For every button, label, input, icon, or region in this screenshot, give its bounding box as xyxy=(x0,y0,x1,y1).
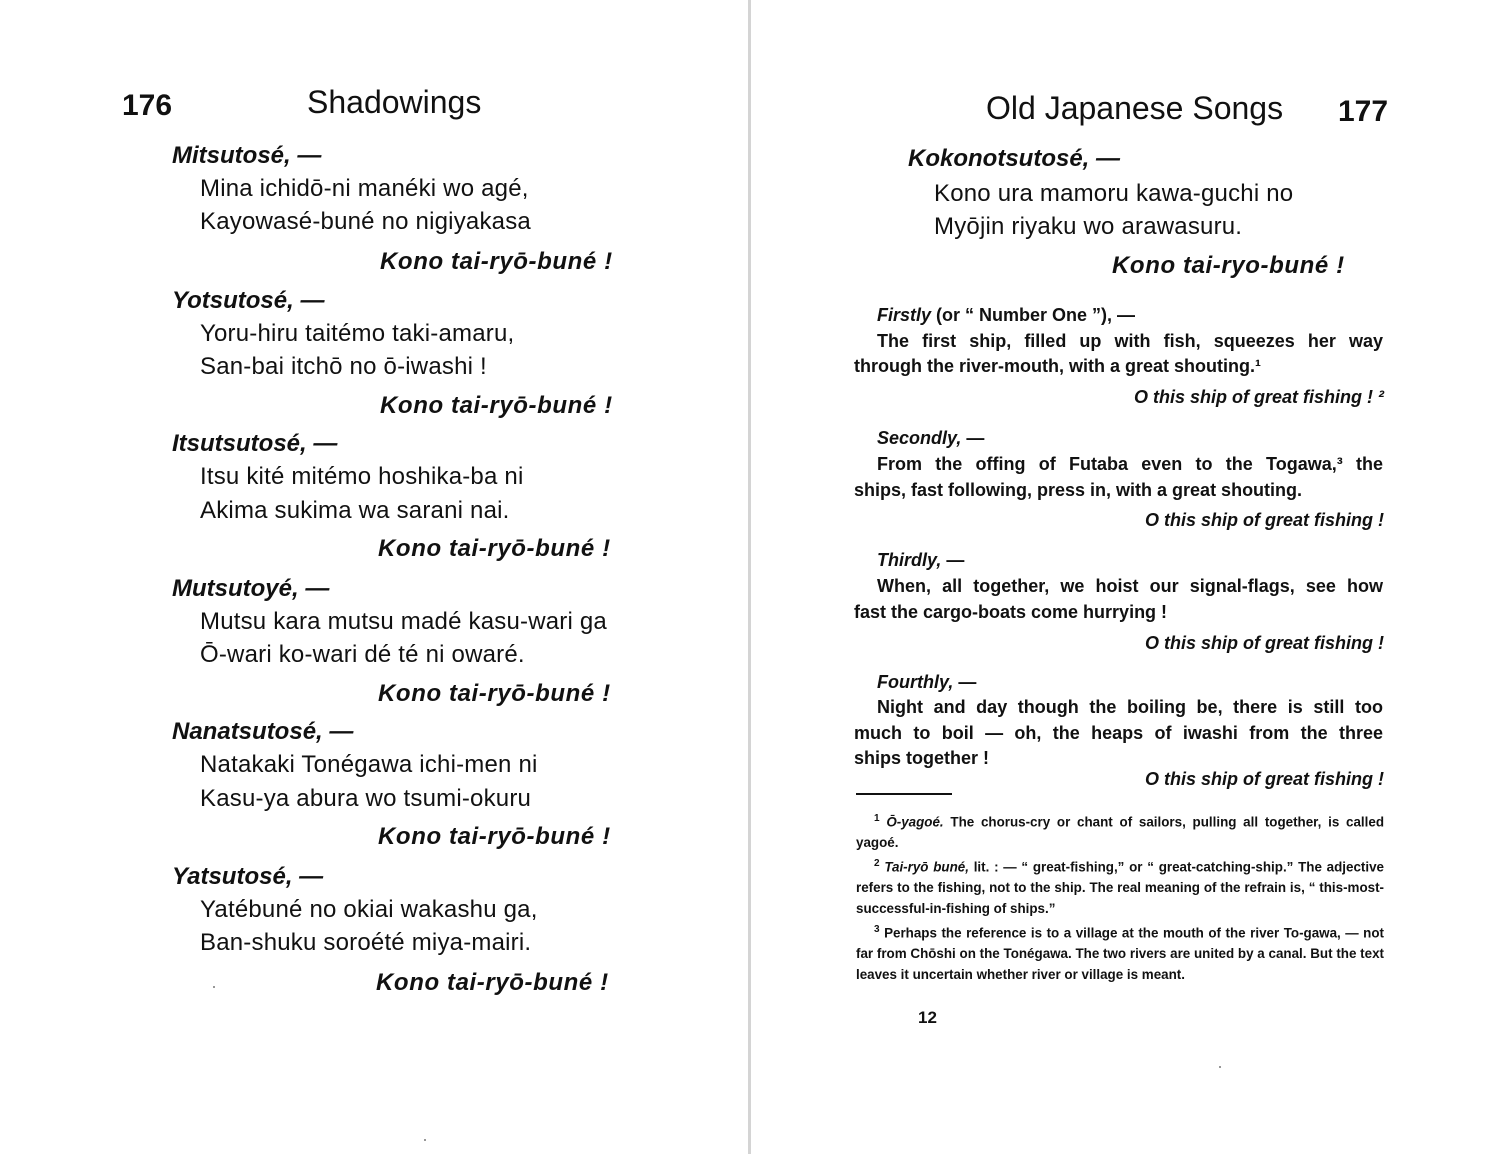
verse-line: Kayowasé-buné no nigiyakasa xyxy=(200,208,531,235)
translation-refrain: O this ship of great fishing ! xyxy=(1144,633,1384,653)
refrain: Kono tai-ryō-buné ! xyxy=(380,392,613,419)
translation-heading: Thirdly, — xyxy=(877,550,965,570)
translation-line: much to boil — oh, the heaps of iwashi from the three xyxy=(854,723,1383,743)
stanza-title: Yotsutosé, — xyxy=(172,287,325,314)
verse-line: Yatébuné no okiai wakashu ga, xyxy=(200,896,538,923)
right-running-head: Old Japanese Songs xyxy=(986,90,1284,126)
verse-line: Ō-wari ko-wari dé té ni owaré. xyxy=(200,641,525,668)
verse-line: Yoru-hiru taitémo taki-amaru, xyxy=(200,320,515,347)
refrain: Kono tai-ryo-buné ! xyxy=(1112,252,1345,279)
footnote-3: $^3$ Perhaps the reference is to a village at the mouth of the river To-gawa, — not far from Chōshi on the Tonégawa. The two rivers are united by a canal. But the text leaves it uncertain whether river or village is meant. xyxy=(856,924,1384,983)
translation-line: ships, fast following, press in, with a great shouting. xyxy=(854,480,1303,500)
translation-line: through the river-mouth, with a great shouting.¹ xyxy=(854,356,1261,376)
left-page xyxy=(0,0,748,1154)
verse-line: San-bai itchō no ō-iwashi ! xyxy=(200,353,487,380)
right-page-number: 177 xyxy=(1338,95,1389,128)
verse-line: Ban-shuku soroété miya-mairi. xyxy=(200,929,532,956)
footnote-rule xyxy=(856,793,952,795)
verse-line: Natakaki Tonégawa ichi-men ni xyxy=(200,751,538,778)
footnote-2: $^2$ Tai-ryō buné, lit. : — “ great-fishing,” or “ great-catching-ship.” The adjective refers to the fishing, not to the ship. The real meaning of the refrain is, “ this-most-successful-in-fishing of ships.” xyxy=(856,858,1384,917)
left-running-head: Shadowings xyxy=(307,84,482,120)
stanza-title: Itsutsutosé, — xyxy=(172,430,338,457)
page-gutter xyxy=(748,0,751,1154)
translation-refrain: O this ship of great fishing ! xyxy=(1144,510,1384,530)
stanza-title: Nanatsutosé, — xyxy=(172,718,354,745)
refrain: Kono tai-ryō-buné ! xyxy=(378,680,611,707)
verse-line: Mutsu kara mutsu madé kasu-wari ga xyxy=(200,608,607,635)
verse-line: Itsu kité mitémo hoshika-ba ni xyxy=(200,463,524,490)
translation-line: The first ship, filled up with fish, squeezes her way xyxy=(877,331,1383,351)
translation-line: From the offing of Futaba even to the Togawa,³ the xyxy=(877,454,1383,474)
verse-line: Kono ura mamoru kawa-guchi no xyxy=(934,180,1294,207)
translation-heading: Fourthly, — xyxy=(877,672,977,692)
verse-line: Akima sukima wa sarani nai. xyxy=(200,497,510,524)
translation-heading: Secondly, — xyxy=(877,428,985,448)
stanza-title: Mitsutosé, — xyxy=(172,142,322,169)
footnote-1: $^1$ Ō-yagoé. The chorus-cry or chant of sailors, pulling all together, is called yagoé. xyxy=(856,813,1384,851)
refrain: Kono tai-ryō-buné ! xyxy=(380,248,613,275)
verse-line: Myōjin riyaku wo arawasuru. xyxy=(934,213,1243,240)
translation-refrain: O this ship of great fishing ! ² xyxy=(1134,387,1384,407)
refrain: Kono tai-ryō-buné ! xyxy=(378,823,611,850)
refrain: Kono tai-ryō-buné ! xyxy=(376,969,609,996)
translation-line: ships together ! xyxy=(854,748,990,768)
translation-line: When, all together, we hoist our signal-flags, see how xyxy=(877,576,1383,596)
translation-heading: Firstly (or “ Number One ”), — xyxy=(877,305,1136,325)
translation-refrain: O this ship of great fishing ! xyxy=(1144,769,1384,789)
left-page-number: 176 xyxy=(122,89,173,122)
stanza-title: Kokonotsutosé, — xyxy=(908,145,1121,172)
stanza-title: Yatsutosé, — xyxy=(172,863,324,890)
stanza-title: Mutsutoyé, — xyxy=(172,575,330,602)
verse-line: Kasu-ya abura wo tsumi-okuru xyxy=(200,785,532,812)
paper-speck xyxy=(424,1139,426,1141)
translation-line: Night and day though the boiling be, there is still too xyxy=(877,697,1383,717)
paper-speck xyxy=(1219,1066,1221,1068)
verse-line: Mina ichidō-ni manéki wo agé, xyxy=(200,175,529,202)
right-page xyxy=(752,0,1512,1154)
translation-line: fast the cargo-boats come hurrying ! xyxy=(854,602,1168,622)
signature-mark: 12 xyxy=(918,1008,937,1027)
refrain: Kono tai-ryō-buné ! xyxy=(378,535,611,562)
paper-speck xyxy=(213,986,215,988)
